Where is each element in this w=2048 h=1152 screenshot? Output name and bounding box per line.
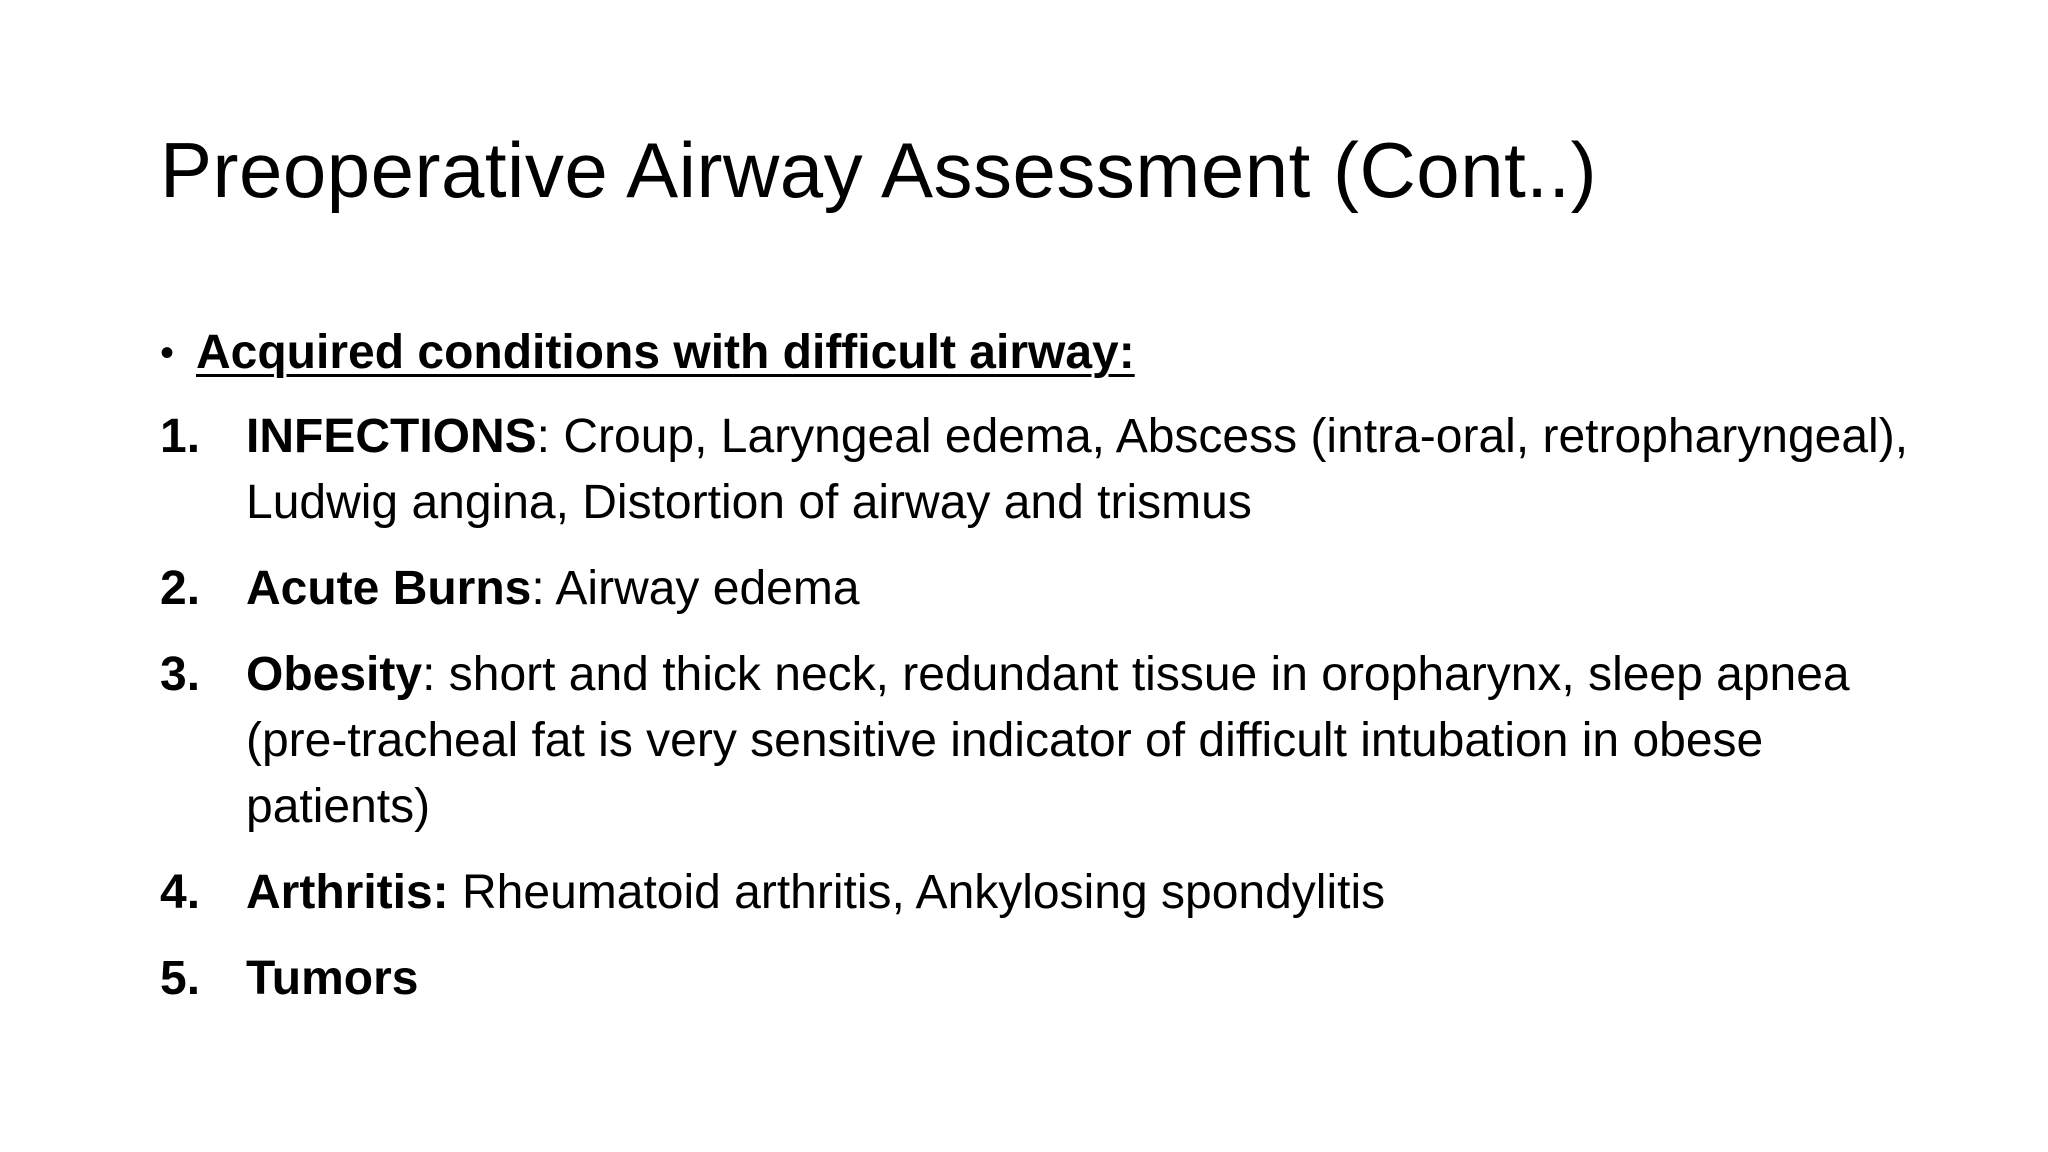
list-number: 3. <box>160 648 201 701</box>
list-term: INFECTIONS <box>246 410 537 463</box>
list-description: short and thick neck, redundant tissue in oropharynx, sleep apnea (pre-tracheal fat is very sensitive indicator of difficult intubation in obese patients) <box>246 648 1850 833</box>
list-separator: : <box>531 562 545 615</box>
list-description: Airway edema <box>544 562 860 615</box>
list-term: Acute Burns <box>246 562 532 615</box>
list-item-tumors <box>160 946 1920 1012</box>
slide-title: Preoperative Airway Assessment (Cont..) <box>160 126 1598 214</box>
list-separator: : <box>422 648 436 701</box>
bullet-heading-text: Acquired conditions with difficult airway: <box>196 326 1135 379</box>
list-description: Rheumatoid arthritis, Ankylosing spondylitis <box>448 866 1386 919</box>
list-number: 4. <box>160 866 201 919</box>
list-number: 2. <box>160 562 201 615</box>
list-item-arthritis <box>160 860 1920 926</box>
list-term: Tumors <box>246 952 419 1005</box>
list-number: 1. <box>160 410 201 463</box>
bullet-heading <box>160 320 1920 386</box>
list-item-infections <box>160 404 1920 536</box>
list-term: Arthritis: <box>246 866 449 919</box>
list-separator: : <box>536 410 551 463</box>
list-item-obesity <box>160 642 1920 840</box>
list-term: Obesity <box>246 648 423 701</box>
slide-body <box>160 320 1920 1032</box>
bullet-dot-icon: • <box>160 331 175 375</box>
list-description: Croup, Laryngeal edema, Abscess (intra-oral, retropharyngeal), Ludwig angina, Distortion of airway and trismus <box>246 410 1909 529</box>
list-item-acute-burns <box>160 556 1920 622</box>
list-number: 5. <box>160 952 201 1005</box>
